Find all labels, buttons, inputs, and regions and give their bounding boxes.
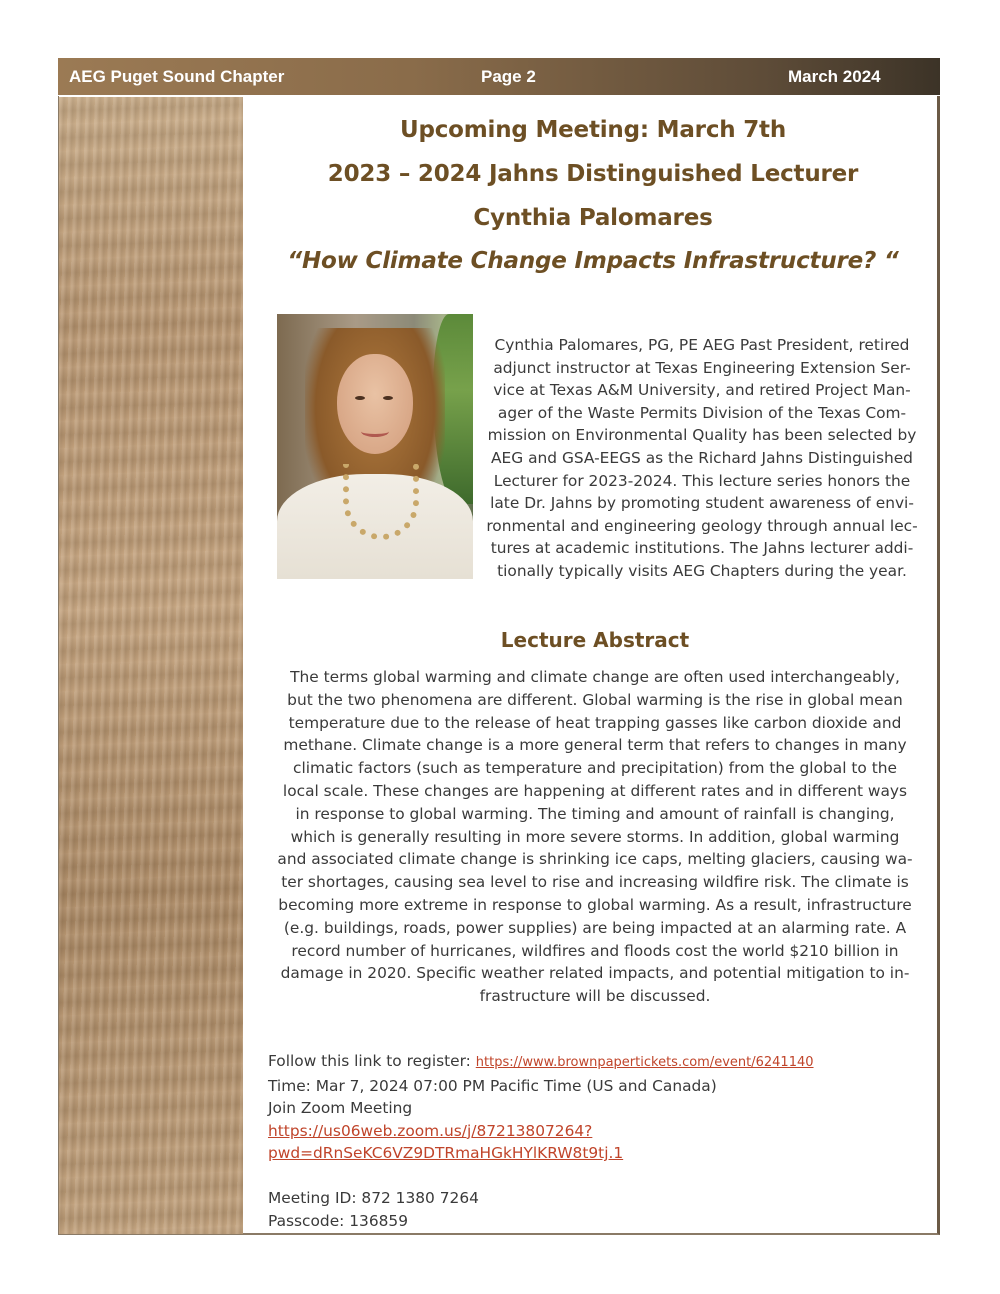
register-line bbox=[268, 1050, 933, 1075]
meeting-title: Upcoming Meeting: March 7th bbox=[399, 117, 786, 143]
abstract-line: The terms global warming and climate change are often used interchangeably, bbox=[290, 668, 900, 686]
register-link[interactable]: https://www.brownpapertickets.com/event/6241140 bbox=[475, 1055, 814, 1070]
page-content bbox=[243, 97, 937, 1233]
abstract-line: methane. Climate change is a more general term that refers to changes in many bbox=[283, 736, 907, 755]
abstract-line: in response to global warming. The timing and amount of rainfall is changing, bbox=[295, 804, 895, 823]
abstract-line: which is generally resulting in more severe storms. In addition, global warming bbox=[290, 827, 900, 846]
bio-line: tures at academic institutions. The Jahns lecturer addi- bbox=[490, 539, 914, 558]
newsletter-header bbox=[58, 58, 940, 96]
bio-line: mission on Environmental Quality has been selected by bbox=[487, 426, 917, 445]
join-zoom-label: Join Zoom Meeting bbox=[268, 1099, 413, 1118]
zoom-link-part-1[interactable]: https://us06web.zoom.us/j/87213807264? bbox=[268, 1121, 593, 1140]
bio-line: tionally typically visits AEG Chapters during the year. bbox=[497, 561, 907, 580]
zoom-link-part-2[interactable]: pwd=dRnSeKC6VZ9DTRmaHGkHYlKRW8t9tj.1 bbox=[268, 1144, 624, 1163]
talk-title: “How Climate Change Impacts Infrastructure? “ bbox=[287, 248, 899, 274]
bio-line: Lecturer for 2023-2024. This lecture series honors the bbox=[493, 471, 911, 490]
bio-line: Cynthia Palomares, PG, PE AEG Past President, retired bbox=[494, 336, 910, 354]
page-number: Page 2 bbox=[481, 67, 536, 86]
abstract-line: becoming more extreme in response to global warming. As a result, infrastructure bbox=[278, 895, 912, 914]
abstract-line: record number of hurricanes, wildfires and floods cost the world $210 billion in bbox=[291, 941, 899, 960]
passcode: Passcode: 136859 bbox=[268, 1211, 409, 1230]
speaker-photo bbox=[277, 314, 473, 579]
abstract-line: climatic factors (such as temperature and precipitation) from the global to the bbox=[293, 759, 897, 778]
chapter-name: AEG Puget Sound Chapter bbox=[69, 67, 285, 86]
lecture-series-title: 2023 – 2024 Jahns Distinguished Lecturer bbox=[327, 161, 859, 187]
speaker-name: Cynthia Palomares bbox=[473, 205, 713, 231]
abstract-heading: Lecture Abstract bbox=[500, 628, 690, 652]
abstract-line: local scale. These changes are happening at different rates and in different ways bbox=[282, 781, 908, 800]
bio-line: vice at Texas A&M University, and retired Project Man- bbox=[493, 381, 911, 400]
registration-info bbox=[268, 1050, 933, 1232]
abstract-line: but the two phenomena are different. Global warming is the rise in global mean bbox=[287, 690, 903, 709]
meeting-id: Meeting ID: 872 1380 7264 bbox=[268, 1188, 479, 1207]
meeting-time: Time: Mar 7, 2024 07:00 PM Pacific Time (US and Canada) bbox=[268, 1076, 717, 1095]
register-prompt: Follow this link to register: bbox=[268, 1052, 476, 1070]
bio-line: AEG and GSA-EEGS as the Richard Jahns Distinguished bbox=[491, 448, 913, 467]
decorative-terrain-sidebar bbox=[59, 97, 243, 1234]
abstract-line: ter shortages, causing sea level to rise and increasing wildfire risk. The climate is bbox=[281, 873, 909, 892]
bio-line: ronmental and engineering geology through annual lec- bbox=[486, 516, 918, 535]
speaker-bio bbox=[481, 334, 923, 583]
bio-line: late Dr. Jahns by promoting student awareness of envi- bbox=[490, 494, 914, 513]
lecture-abstract bbox=[265, 666, 925, 1008]
abstract-line: temperature due to the release of heat trapping gasses like carbon dioxide and bbox=[288, 713, 902, 732]
abstract-line: frastructure will be discussed. bbox=[479, 987, 711, 1006]
abstract-line: (e.g. buildings, roads, power supplies) are being impacted at an alarming rate. A bbox=[283, 918, 907, 937]
bio-line: adjunct instructor at Texas Engineering Extension Ser- bbox=[493, 358, 911, 377]
bio-line: ager of the Waste Permits Division of the Texas Com- bbox=[497, 403, 907, 422]
abstract-line: damage in 2020. Specific weather related impacts, and potential mitigation to in- bbox=[280, 964, 910, 983]
issue-date: March 2024 bbox=[788, 67, 881, 86]
abstract-line: and associated climate change is shrinking ice caps, melting glaciers, causing wa- bbox=[277, 850, 913, 869]
